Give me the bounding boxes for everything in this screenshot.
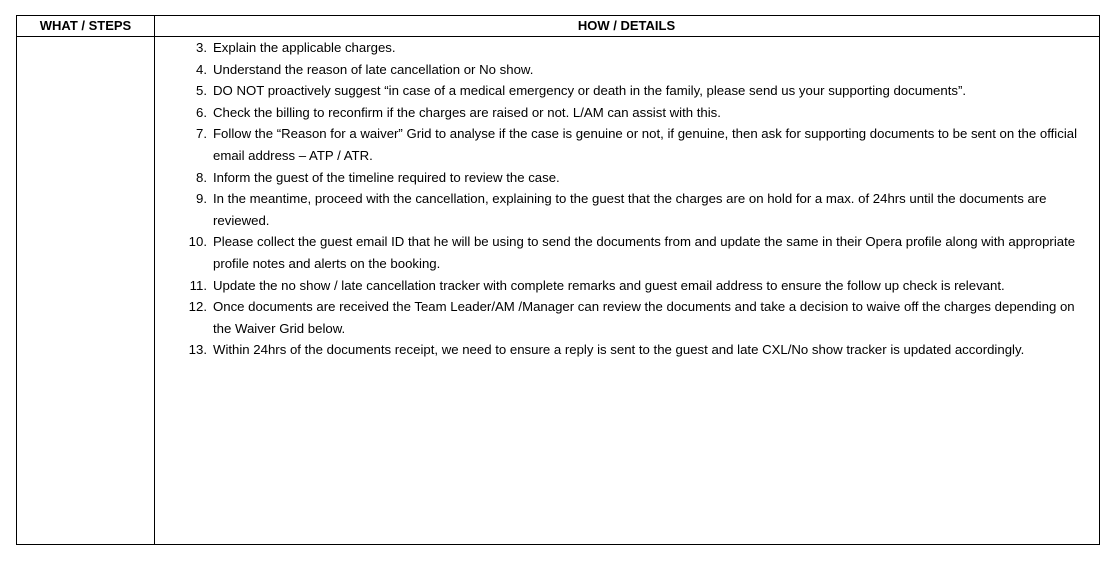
step-item bbox=[155, 339, 1093, 361]
step-number: 10. bbox=[188, 234, 207, 250]
step-item bbox=[155, 59, 1093, 81]
step-number: 12. bbox=[188, 299, 207, 315]
step-item bbox=[155, 296, 1093, 339]
step-number: 9. bbox=[196, 191, 207, 207]
step-text: Inform the guest of the timeline required to review the case. bbox=[213, 169, 560, 185]
step-item bbox=[155, 167, 1093, 189]
step-text: Understand the reason of late cancellation or No show. bbox=[213, 61, 534, 77]
header-what-steps: WHAT / STEPS bbox=[39, 18, 132, 33]
step-item bbox=[155, 231, 1093, 274]
step-number: 3. bbox=[196, 40, 207, 55]
step-text: DO NOT proactively suggest “in case of a medical emergency or death in the family, please send us your supporting documents”. bbox=[213, 83, 967, 99]
step-number: 5. bbox=[196, 83, 207, 99]
step-item bbox=[155, 275, 1093, 297]
step-number: 6. bbox=[196, 104, 207, 120]
step-text: Update the no show / late cancellation tracker with complete remarks and guest email address to ensure the follow up check is relevant. bbox=[213, 277, 1005, 293]
step-text: Follow the “Reason for a waiver” Grid to analyse if the case is genuine or not, if genuine, then ask for supporting documents to be sent on the official email address – ATP / ATR. bbox=[213, 126, 1078, 163]
step-text: In the meantime, proceed with the cancellation, explaining to the guest that the charges are on hold for a max. of 24hrs until the documents are reviewed. bbox=[213, 191, 1047, 228]
step-text: Within 24hrs of the documents receipt, we need to ensure a reply is sent to the guest and late CXL/No show tracker is updated accordingly. bbox=[213, 342, 1025, 358]
step-text: Check the billing to reconfirm if the charges are raised or not. L/AM can assist with this. bbox=[213, 104, 721, 120]
step-text: Explain the applicable charges. bbox=[213, 40, 396, 55]
table-header-row bbox=[17, 16, 1099, 37]
step-item bbox=[155, 37, 1093, 59]
step-item bbox=[155, 123, 1093, 166]
step-text: Please collect the guest email ID that he will be using to send the documents from and update the same in their Opera profile along with appropriate profile notes and alerts on the booking. bbox=[213, 234, 1076, 271]
step-number: 7. bbox=[196, 126, 207, 142]
step-item bbox=[155, 188, 1093, 231]
step-number: 11. bbox=[189, 277, 207, 293]
step-item bbox=[155, 102, 1093, 124]
step-number: 13. bbox=[188, 342, 207, 358]
header-how-details: HOW / DETAILS bbox=[577, 18, 676, 33]
step-number: 4. bbox=[196, 61, 207, 77]
step-number: 8. bbox=[196, 169, 207, 185]
steps-list bbox=[155, 37, 1093, 361]
procedure-table bbox=[16, 15, 1100, 545]
step-text: Once documents are received the Team Leader/AM /Manager can review the documents and take a decision to waive off the charges depending on the Waiver Grid below. bbox=[213, 299, 1075, 336]
step-item bbox=[155, 80, 1093, 102]
